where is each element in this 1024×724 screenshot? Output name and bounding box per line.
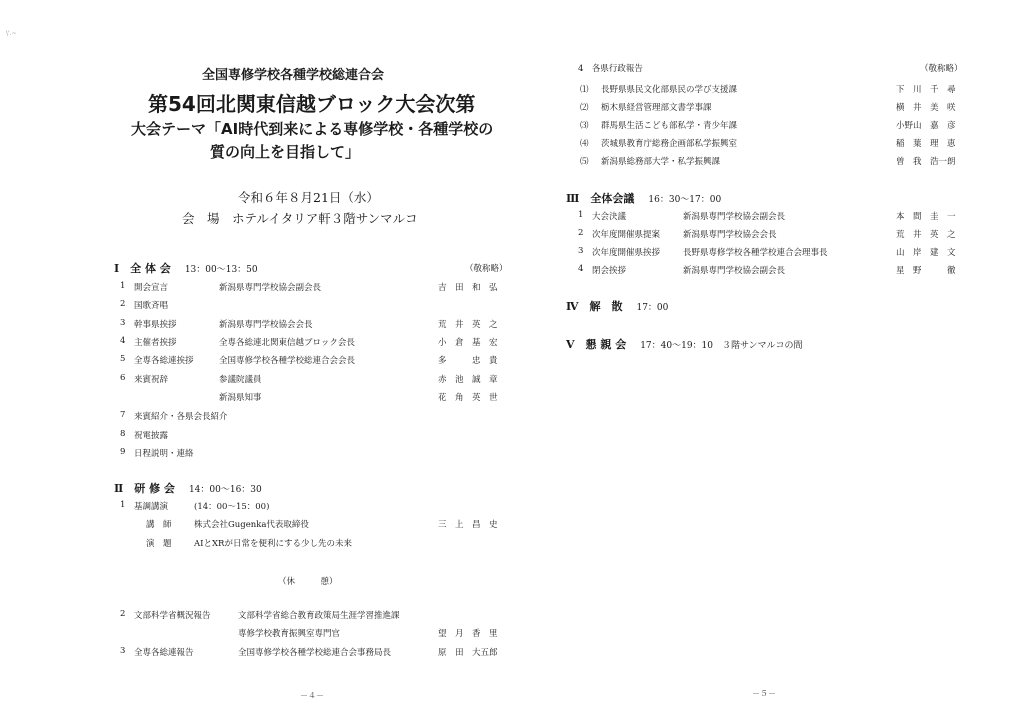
section-3-title: Ⅲ 全体会議	[566, 192, 635, 205]
row-org: 新潟県総務部大学・私学振興課	[601, 157, 721, 167]
row-number: 1	[578, 210, 584, 220]
row-name: 望 月 香 里	[438, 629, 498, 639]
row-number: 1	[120, 500, 126, 510]
row-number: 2	[120, 609, 126, 619]
row-number: 2	[578, 228, 584, 238]
row-number: ⑶	[580, 121, 589, 131]
row-role: 新潟県専門学校協会会長	[683, 230, 777, 240]
row-org: 群馬県生活こども部私学・青少年課	[601, 121, 738, 131]
lecturer-label: 講 師	[146, 520, 172, 530]
row-org: 茨城県教育庁総務企画部私学振興室	[601, 139, 738, 149]
row-number: 2	[120, 299, 126, 309]
row-name: 多 忠 貴	[438, 356, 498, 366]
section-1-heading	[114, 260, 258, 276]
row-item: 開会宣言	[134, 283, 169, 293]
section-2-time: 14：00～16：30	[188, 485, 262, 495]
section-4-note: （敬称略）	[920, 64, 963, 74]
event-venue: 会 場 ホテルイタリア軒３階サンマルコ	[182, 211, 418, 226]
row-role: 専修学校教育振興室専門官	[238, 629, 341, 639]
page-number-left: －４－	[300, 691, 324, 700]
row-item: 文部科学省概況報告	[134, 611, 211, 621]
row-name: 小野山 嘉 彦	[896, 121, 956, 131]
row-role: 新潟県専門学校協会副会長	[219, 283, 322, 293]
row-number: 3	[120, 646, 126, 656]
row-item: 全専各総連報告	[134, 648, 194, 658]
dismissal-title: Ⅳ 解 散	[566, 300, 623, 313]
row-org: 長野県県民文化部県民の学び支援課	[601, 85, 738, 95]
row-name: 下 川 千 尋	[896, 85, 956, 95]
row-name: 荒 井 英 之	[438, 320, 498, 330]
row-number: 3	[120, 318, 126, 328]
reception-title: Ⅴ 懇 親 会	[566, 338, 627, 351]
row-number: 1	[120, 281, 126, 291]
section-1-time: 13：00～13：50	[184, 265, 258, 275]
row-role: 新潟県専門学校協会会長	[219, 320, 313, 330]
section-5-reception-heading	[566, 336, 803, 352]
row-item: 国歌斉唱	[134, 301, 169, 311]
row-name: 荒 井 英 之	[896, 230, 956, 240]
row-number: ⑵	[580, 103, 589, 113]
row-item: 大会決議	[592, 212, 627, 222]
row-number: 8	[120, 429, 126, 439]
section-1-title: Ⅰ 全 体 会	[114, 262, 171, 275]
row-org: 栃木県経営管理部文書学事課	[601, 103, 712, 113]
row-number: 3	[578, 246, 584, 256]
row-number: ⑸	[580, 157, 589, 167]
row-item: 日程説明・連絡	[134, 449, 194, 459]
row-name: 山 岸 建 文	[896, 248, 956, 258]
dismissal-time: 17：00	[636, 303, 669, 313]
row-name: 稲 葉 理 恵	[896, 139, 956, 149]
row-name: 原 田 大五郎	[438, 648, 498, 658]
topic-title: AIとXRが日常を便利にする少し先の未来	[194, 539, 352, 549]
section-1-note: （敬称略）	[465, 264, 508, 274]
row-name: 赤 池 誠 章	[438, 375, 498, 385]
row-number: ⑴	[580, 85, 589, 95]
row-item: 主催者挨拶	[134, 338, 177, 348]
row-item: 祝電披露	[134, 431, 169, 441]
section-4-dismissal-heading	[566, 298, 668, 314]
row-item: 来賓紹介・各県会長紹介	[134, 412, 228, 422]
row-name: 本 間 圭 一	[896, 212, 956, 222]
lecturer-name: 三 上 昌 史	[438, 520, 498, 530]
row-number: 4	[578, 264, 584, 274]
break-label: （休 憩）	[278, 577, 338, 587]
row-number: 4	[120, 336, 126, 346]
section-2-title: Ⅱ 研 修 会	[114, 482, 175, 495]
row-role: 文部科学省総合教育政策局生涯学習推進課	[238, 611, 400, 621]
row-item: 来賓祝辞	[134, 375, 169, 385]
row-role: 新潟県知事	[219, 393, 262, 403]
row-number: 6	[120, 373, 126, 383]
document-title: 第54回北関東信越ブロック大会次第	[148, 92, 476, 116]
reception-time: 17：40～19：10 ３階サンマルコの間	[640, 341, 803, 351]
row-role: 全国専修学校各種学校総連合会会長	[219, 356, 356, 366]
row-number: 5	[120, 354, 126, 364]
row-role: 参議院議員	[219, 375, 262, 385]
row-role: 全専各総連北関東信越ブロック会長	[219, 338, 355, 348]
section-3-heading	[566, 190, 721, 206]
row-role: 新潟県専門学校協会副会長	[683, 266, 786, 276]
row-item: 次年度開催県提案	[592, 230, 661, 240]
row-role: 長野県専修学校各種学校連合会理事長	[683, 248, 828, 258]
row-name: 吉 田 和 弘	[438, 283, 498, 293]
row-number: 7	[120, 410, 126, 420]
topic-label: 演 題	[146, 539, 172, 549]
scan-mark: \'.~	[6, 30, 17, 37]
row-number: 9	[120, 447, 126, 457]
row-item: 基調講演	[134, 502, 169, 512]
section-2-heading	[114, 480, 262, 496]
theme-line-2: 質の向上を目指して」	[210, 143, 361, 161]
row-name: 小 倉 基 宏	[438, 338, 498, 348]
row-time: (14：00～15：00)	[194, 502, 270, 512]
row-role: 新潟県専門学校協会副会長	[683, 212, 786, 222]
theme-line-1: 大会テーマ「AI時代到来による専修学校・各種学校の	[131, 120, 494, 138]
row-item: 全専各総連挨拶	[134, 356, 194, 366]
row-item: 次年度開催県挨拶	[592, 248, 661, 258]
row-name: 横 井 美 咲	[896, 103, 956, 113]
lecturer-role: 株式会社Gugenka代表取締役	[194, 520, 309, 530]
row-role: 全国専修学校各種学校総連合会事務局長	[238, 648, 392, 658]
row-name: 花 角 英 世	[438, 393, 498, 403]
row-name: 星 野 徹	[896, 266, 956, 276]
row-item: 幹事県挨拶	[134, 320, 177, 330]
section-3-time: 16：30～17：00	[648, 195, 722, 205]
organization-name: 全国専修学校各種学校総連合会	[202, 68, 385, 83]
event-date: 令和６年８月21日（水）	[238, 190, 379, 205]
row-name: 曽 我 浩一朗	[896, 157, 956, 167]
row-number: ⑷	[580, 139, 589, 149]
section-4-heading: 4 各県行政報告	[578, 64, 643, 74]
row-item: 閉会挨拶	[592, 266, 627, 276]
page-number-right: －５－	[752, 689, 776, 698]
